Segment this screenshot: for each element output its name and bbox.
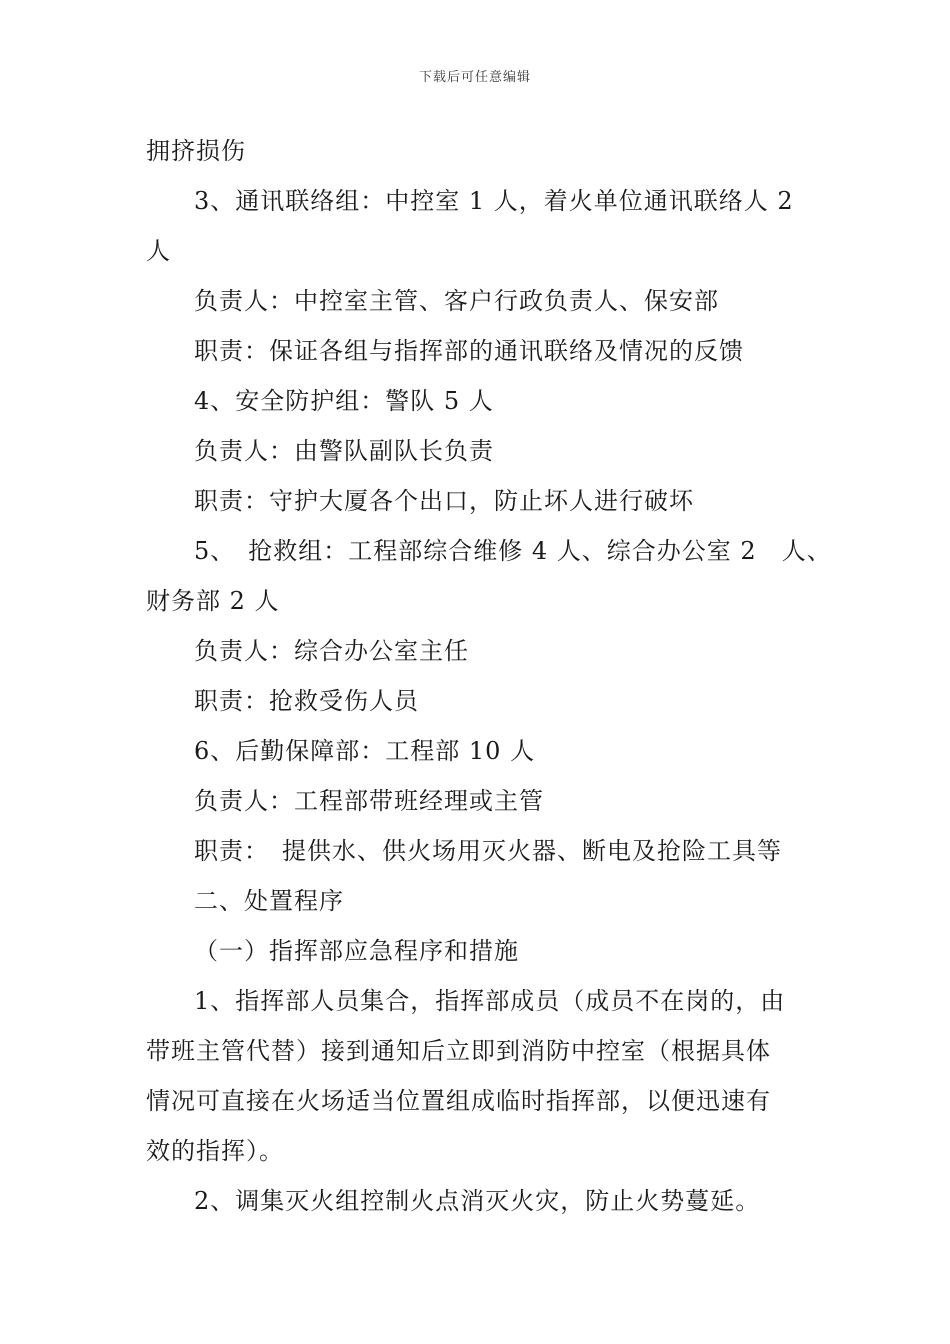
text-line: 2、调集灭火组控制火点消灭火灾，防止火势蔓延。 [194, 1187, 761, 1215]
document-body [146, 126, 836, 1226]
subsection-heading: （一）指挥部应急程序和措施 [194, 937, 519, 965]
text-line: 效的指挥）。 [146, 1137, 284, 1165]
text-line: 负责人：综合办公室主任 [194, 637, 469, 665]
text-line: 职责：守护大厦各个出口，防止坏人进行破坏 [194, 487, 694, 515]
text-line: 财务部 2 人 [146, 587, 280, 615]
text-line: 4、安全防护组：警队 5 人 [194, 387, 494, 415]
text-line: 拥挤损伤 [146, 137, 246, 165]
text-line: 负责人：工程部带班经理或主管 [194, 787, 544, 815]
text-line: 3、通讯联络组：中控室 1 人，着火单位通讯联络人 2 [194, 187, 794, 215]
text-line: 职责：保证各组与指挥部的通讯联络及情况的反馈 [194, 337, 744, 365]
text-line: 1、指挥部人员集合，指挥部成员（成员不在岗的，由 [194, 987, 786, 1015]
text-line: 职责： 提供水、供火场用灭火器、断电及抢险工具等 [194, 837, 782, 865]
text-line: 带班主管代替）接到通知后立即到消防中控室（根据具体 [146, 1037, 771, 1065]
section-heading: 二、处置程序 [194, 887, 344, 915]
text-line: 5、 抢救组：工程部综合维修 4 人、综合办公室 2 人、 [194, 537, 832, 565]
text-line: 人 [146, 237, 171, 265]
text-line: 情况可直接在火场适当位置组成临时指挥部，以便迅速有 [146, 1087, 771, 1115]
text-line: 负责人：中控室主管、客户行政负责人、保安部 [194, 287, 719, 315]
text-line: 负责人：由警队副队长负责 [194, 437, 494, 465]
text-line: 职责：抢救受伤人员 [194, 687, 419, 715]
page-header: 下载后可任意编辑 [418, 70, 531, 85]
text-line: 6、后勤保障部：工程部 10 人 [194, 737, 536, 765]
